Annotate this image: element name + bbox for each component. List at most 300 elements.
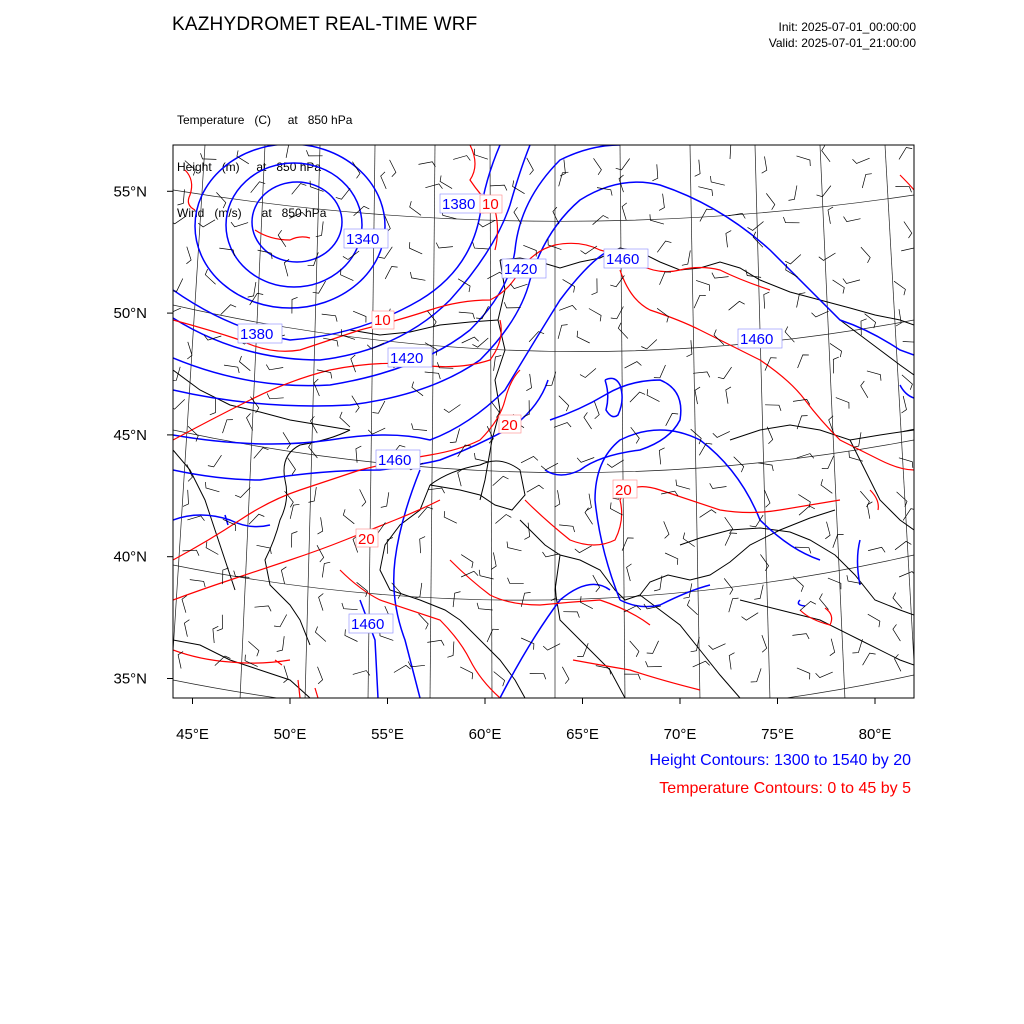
wind-barb (461, 555, 473, 568)
wind-barb (356, 446, 361, 463)
wind-barb (843, 279, 860, 284)
wind-barb (274, 615, 287, 627)
wind-barb (322, 314, 337, 322)
wind-barb (254, 448, 269, 459)
wind-barb (789, 186, 797, 201)
wind-barb (904, 222, 912, 239)
wind-barb (580, 596, 592, 609)
wind-barb (427, 640, 444, 645)
wind-barb (436, 243, 453, 248)
wind-barb (903, 509, 917, 521)
lat-tick-label: 45°N (113, 426, 147, 444)
wind-barb (560, 160, 565, 177)
height-label: 1380 (240, 326, 274, 343)
wind-barb (277, 636, 285, 651)
chart-title: KAZHYDROMET REAL-TIME WRF (172, 14, 478, 35)
wind-barb (696, 280, 710, 291)
wind-barb (901, 248, 918, 253)
wind-barb (217, 615, 223, 631)
wind-barb (419, 162, 436, 167)
wind-barb (478, 220, 495, 227)
wind-barb (521, 456, 538, 462)
wind-barb (676, 480, 690, 490)
wind-barb (659, 194, 664, 211)
lon-tick-label: 50°E (273, 726, 307, 743)
wind-barb (183, 490, 189, 507)
wind-barb (213, 626, 218, 643)
wind-barb (580, 368, 596, 377)
wind-barb (290, 504, 299, 519)
height-label: 1420 (390, 350, 424, 367)
wind-barb (223, 420, 233, 434)
wind-barb (819, 253, 836, 260)
wind-barb (861, 247, 870, 263)
wind-barb (895, 187, 911, 193)
wind-barb (833, 357, 839, 373)
wind-barb (825, 522, 830, 539)
wind-barb (387, 538, 393, 554)
wind-barb (659, 448, 664, 465)
wind-barb (235, 488, 250, 498)
wind-barb (440, 176, 452, 189)
wind-barb (187, 516, 204, 521)
wind-barb (245, 655, 258, 667)
temperature-label: 20 (615, 482, 632, 499)
wind-barb (368, 428, 385, 434)
wind-barb (291, 532, 297, 548)
wind-barb (766, 193, 775, 209)
wind-barb (504, 302, 520, 308)
temperature-label: 20 (358, 531, 375, 548)
wind-barb (185, 161, 196, 176)
wind-barb (725, 533, 737, 546)
wind-barb (903, 429, 920, 434)
wind-barb (425, 372, 441, 379)
wind-barb (792, 634, 809, 639)
wind-barb (278, 230, 286, 247)
wind-barb (765, 405, 781, 411)
wind-barb (178, 652, 183, 669)
wind-barb (289, 212, 306, 218)
wind-barb (318, 667, 323, 684)
latitude-axis (113, 183, 173, 687)
wind-barb (828, 207, 833, 224)
wind-barb (317, 545, 324, 562)
wind-barb (729, 598, 739, 612)
wind-barb (323, 338, 338, 346)
wind-barb (822, 456, 834, 469)
wind-barb (198, 220, 215, 227)
wind-barb (593, 216, 609, 225)
wind-barb (184, 620, 189, 637)
wind-barb (589, 309, 601, 322)
wind-barb (903, 342, 919, 348)
wind-barb (751, 668, 761, 682)
lon-tick-label: 80°E (858, 726, 892, 743)
wind-barb (315, 627, 326, 642)
wind-barb (477, 603, 493, 610)
wind-barb (558, 325, 568, 339)
wind-barb (758, 463, 773, 471)
wind-barb (491, 552, 496, 569)
lat-tick-label: 50°N (113, 305, 147, 323)
wind-barb (577, 643, 588, 656)
wind-barb (474, 149, 488, 159)
wind-barb (586, 494, 591, 511)
wind-barb (283, 432, 290, 449)
wind-barb (762, 156, 767, 173)
wind-barb (409, 242, 422, 254)
wind-barb (902, 375, 913, 390)
wind-barb (660, 272, 672, 285)
wind-barb (510, 284, 527, 289)
wind-barb (616, 159, 630, 170)
wind-barb (729, 301, 745, 310)
wind-barb (592, 278, 598, 294)
wind-barb (530, 674, 546, 680)
wind-barb (657, 241, 671, 252)
wind-barb (893, 624, 901, 641)
height-legend: Height Contours: 1300 to 1540 by 20 (649, 752, 911, 769)
wind-barb (895, 654, 901, 671)
wind-barb (360, 489, 366, 506)
wind-barb (563, 612, 579, 618)
wind-barb (288, 458, 296, 475)
wind-barb (713, 431, 730, 437)
wind-barb (559, 396, 569, 411)
wind-barb (462, 337, 479, 343)
wind-barb (868, 614, 880, 627)
wind-barb (216, 192, 225, 208)
wind-barb (830, 343, 842, 357)
temperature-contours (173, 145, 914, 698)
longitude-axis (176, 698, 891, 743)
wind-barb (343, 509, 354, 524)
wind-barb (342, 603, 358, 610)
field-height: Height (m) at 850 hPa (177, 159, 322, 174)
wind-barb (895, 541, 911, 550)
wind-barb (863, 653, 876, 665)
wind-barb (654, 365, 666, 378)
wind-barb (577, 331, 590, 343)
wind-barb (562, 667, 569, 684)
wind-barb (798, 355, 809, 368)
wind-barb (647, 641, 659, 654)
height-label: 1460 (351, 616, 385, 633)
wind-barb (453, 156, 470, 161)
wind-barb (224, 365, 239, 373)
wind-barb (555, 490, 560, 507)
wind-barb (527, 158, 534, 175)
wind-barb (862, 174, 872, 188)
lon-tick-label: 55°E (371, 726, 404, 743)
wind-barb (764, 292, 770, 309)
temperature-legend: Temperature Contours: 0 to 45 by 5 (659, 780, 911, 797)
wind-barb (665, 553, 678, 565)
wind-barb (318, 517, 323, 534)
height-label: 1340 (346, 231, 380, 248)
wind-barb (428, 488, 445, 493)
wind-barb (554, 423, 571, 428)
wind-barb (351, 355, 356, 372)
wind-barb (762, 635, 767, 652)
height-contour-labels (238, 194, 782, 633)
wind-barb (447, 642, 454, 658)
wind-barb (292, 184, 307, 195)
wind-barb (170, 216, 186, 224)
wind-barb (724, 578, 733, 594)
wind-barb (783, 217, 799, 223)
wind-barb (493, 476, 509, 485)
wind-barb (861, 381, 868, 398)
wind-barb (652, 164, 657, 181)
wind-barb (797, 668, 810, 680)
wind-barb (472, 338, 488, 347)
wind-barb (372, 401, 385, 413)
wind-barb (187, 342, 192, 359)
valid-time: Valid: 2025-07-01_21:00:00 (768, 36, 916, 50)
wind-barb (664, 521, 669, 538)
wind-barb (205, 482, 219, 492)
wind-barb (785, 255, 801, 264)
wind-barb (867, 502, 872, 519)
wind-barb (190, 580, 205, 588)
wind-barb (381, 172, 387, 189)
wind-barb (495, 515, 511, 524)
wind-barb (577, 458, 594, 463)
wind-barb (381, 492, 389, 507)
wind-barb (412, 423, 428, 430)
wind-barb (844, 217, 861, 222)
wind-barb (309, 487, 317, 502)
wind-barb (394, 665, 411, 672)
lat-tick-label: 40°N (113, 548, 147, 566)
wind-barb (420, 537, 425, 554)
wind-barb (693, 661, 710, 667)
wind-barb (367, 343, 384, 349)
wind-barb (474, 453, 489, 462)
wind-barb (221, 305, 236, 315)
wind-barb (694, 295, 706, 308)
wind-barb (284, 666, 289, 683)
wind-barb (627, 564, 632, 581)
wind-barb (861, 319, 867, 335)
wind-barb (868, 547, 885, 552)
wind-barb (231, 222, 248, 227)
wind-barb (748, 222, 764, 231)
wind-barb (830, 639, 835, 656)
wind-barb (687, 600, 697, 615)
wind-barb (899, 148, 912, 160)
wind-barb (754, 585, 763, 600)
wind-barb (630, 641, 639, 657)
wind-barb (201, 153, 217, 159)
wind-barb (247, 413, 253, 430)
wind-barb (836, 398, 849, 409)
wind-barb (292, 297, 298, 313)
wind-barb (726, 231, 731, 248)
wind-barb (248, 282, 256, 297)
wind-barb (425, 184, 442, 189)
wind-barb (760, 554, 768, 570)
wind-barb (853, 158, 870, 163)
lon-tick-label: 70°E (663, 726, 697, 743)
height-label: 1380 (442, 196, 476, 213)
wind-barb (828, 578, 841, 589)
wind-barb (585, 508, 593, 525)
wind-barb (353, 311, 366, 322)
wind-barb (410, 272, 425, 280)
wind-barb (816, 672, 833, 678)
temperature-label: 10 (482, 196, 499, 213)
wind-barb (852, 639, 862, 653)
wind-barb (319, 594, 324, 611)
wind-barb (695, 160, 700, 177)
wind-barb (208, 455, 222, 467)
wind-barb (718, 367, 732, 379)
wind-barb (622, 203, 627, 220)
wind-barb (414, 583, 422, 598)
wind-barb (726, 387, 731, 404)
wind-barb (186, 247, 191, 264)
wind-barb (730, 143, 737, 159)
wind-barb (444, 511, 457, 523)
wind-barb (765, 490, 770, 507)
wind-barb (336, 188, 350, 199)
wind-barb (255, 606, 272, 611)
wind-barb (210, 399, 216, 415)
wind-barb (594, 158, 602, 175)
wind-barb (700, 209, 713, 221)
wind-barb (666, 413, 678, 425)
wind-barb (526, 374, 531, 391)
wind-barb (267, 393, 284, 398)
wind-barb (473, 242, 489, 249)
field-temperature: Temperature (C) at 850 hPa (177, 113, 353, 127)
wind-barb (822, 146, 830, 162)
wind-barb (893, 593, 902, 609)
wind-barb (797, 156, 811, 166)
wind-barb (853, 432, 861, 447)
wind-barb (458, 279, 470, 292)
wind-barb (867, 371, 881, 381)
wind-barb (508, 578, 524, 584)
plot-frame (173, 145, 914, 698)
lon-tick-label: 75°E (761, 726, 794, 743)
wind-barb (390, 160, 396, 177)
wind-barb (683, 533, 695, 547)
wind-barb (527, 485, 544, 492)
wind-barb (322, 562, 330, 577)
wind-barb (353, 671, 370, 676)
wind-barb (410, 201, 421, 215)
wind-barb (584, 412, 592, 429)
wind-barb (340, 412, 350, 427)
wind-barb (249, 514, 264, 524)
wind-barb (182, 596, 187, 613)
init-time: Init: 2025-07-01_00:00:00 (778, 20, 916, 34)
lon-tick-label: 60°E (468, 726, 502, 743)
wind-barb (494, 672, 505, 687)
lon-tick-label: 45°E (176, 726, 209, 743)
lat-tick-label: 55°N (113, 183, 147, 201)
temperature-label: 10 (374, 312, 391, 329)
wind-barb (799, 506, 815, 515)
height-label: 1460 (740, 331, 774, 348)
wind-barb (624, 674, 640, 680)
wind-barb (575, 546, 592, 553)
wind-barb (206, 542, 218, 555)
wind-barb (169, 399, 185, 409)
wind-barb (491, 401, 500, 417)
country-borders (173, 248, 914, 698)
wind-barb (657, 308, 668, 322)
temperature-label: 20 (501, 417, 518, 434)
field-wind: Wind (m/s) at 850 hPa (177, 206, 327, 220)
wind-barb (385, 267, 397, 279)
wind-barb (316, 221, 323, 236)
wind-barb (559, 305, 576, 310)
height-label: 1460 (606, 251, 640, 268)
wind-barb (257, 545, 272, 554)
wind-barb (729, 653, 734, 670)
wind-barb (437, 362, 453, 368)
wind-barb (341, 269, 354, 281)
wind-barb (698, 187, 712, 196)
wind-barb (865, 314, 876, 328)
wind-barb (899, 458, 913, 468)
wind-barb (607, 460, 624, 468)
wind-barb (833, 280, 845, 294)
wind-barb (767, 427, 773, 444)
wind-barb (248, 641, 259, 656)
wind-barb (821, 479, 832, 493)
wind-barb (693, 372, 710, 377)
wind-barb (742, 613, 759, 621)
wind-barb (902, 396, 907, 413)
wind-barb (593, 575, 600, 592)
wind-barb (793, 577, 803, 592)
wind-barb (820, 594, 829, 610)
wind-barb (897, 492, 907, 507)
wind-barb (641, 340, 657, 350)
wind-barb (444, 405, 461, 413)
wind-barb (266, 365, 283, 370)
wind-barb (317, 370, 332, 379)
height-label: 1460 (378, 452, 412, 469)
wind-barb (683, 583, 691, 598)
wind-barb (459, 312, 475, 319)
wind-barb (507, 542, 522, 551)
wind-barb (647, 389, 659, 401)
wind-barb (695, 387, 700, 404)
wind-barb (563, 279, 575, 292)
wind-barb (514, 207, 521, 224)
wind-barb (812, 311, 829, 317)
wind-barb (597, 188, 612, 196)
wind-barb (710, 483, 727, 488)
wind-barb (460, 667, 473, 679)
wind-barb (625, 362, 642, 369)
wind-barb (728, 213, 745, 218)
wind-barb (682, 250, 690, 265)
wind-barb (541, 463, 558, 470)
height-label: 1420 (504, 261, 538, 278)
wind-barb (594, 402, 599, 419)
lat-tick-label: 35°N (113, 670, 147, 688)
height-contours (173, 144, 914, 698)
wind-barb (710, 176, 724, 185)
